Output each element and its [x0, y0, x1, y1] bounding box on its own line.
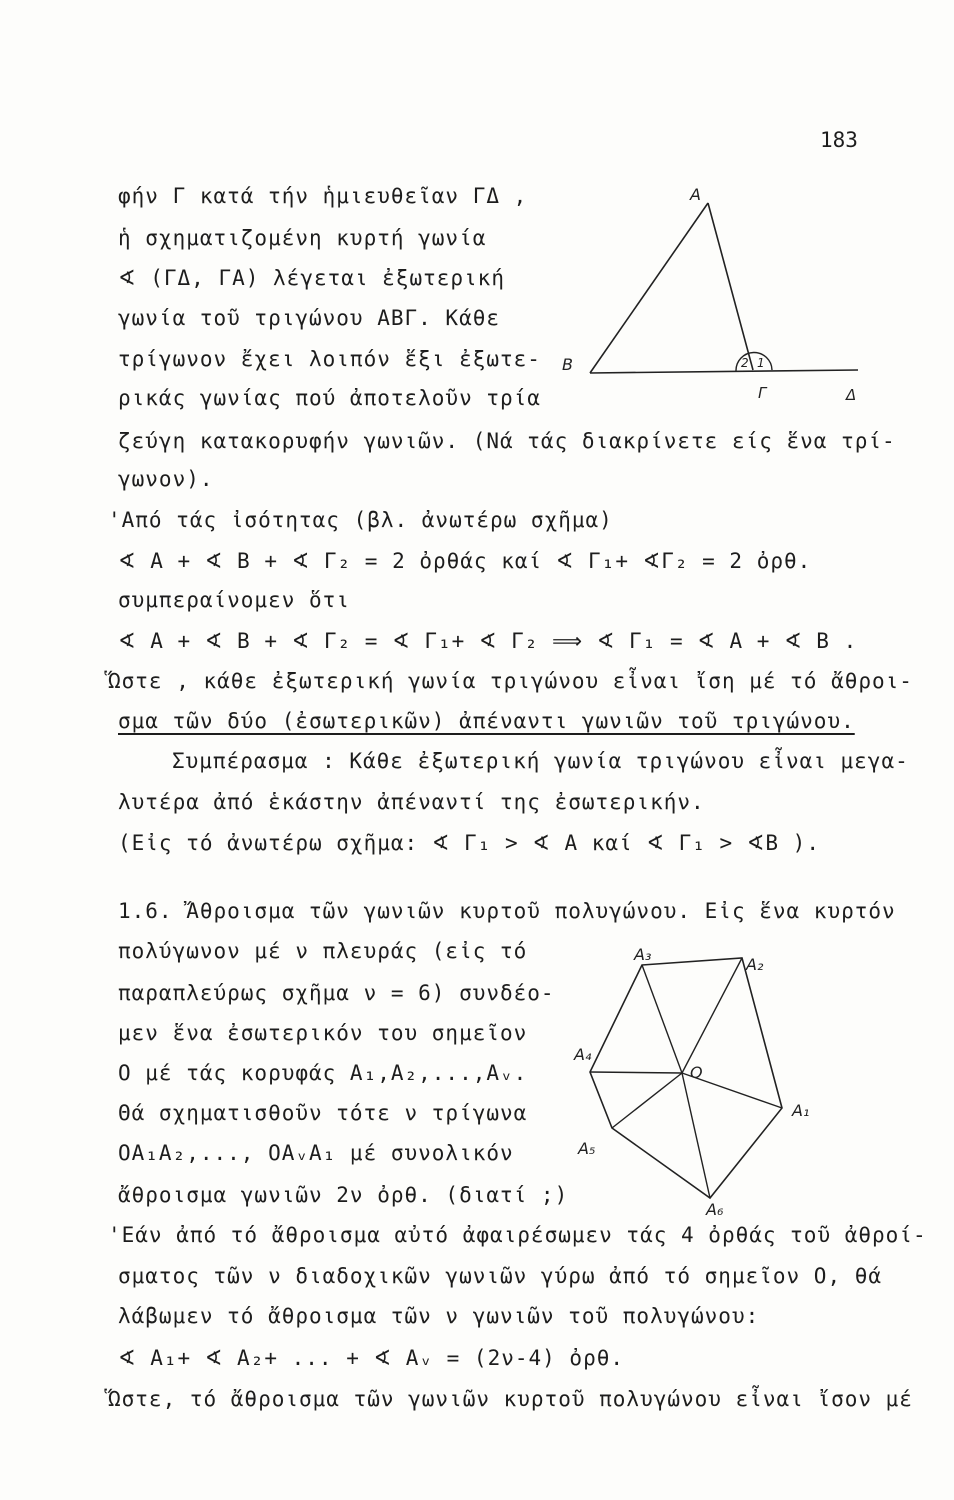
text-line: 'Εάν ἀπό τό ἄθροισμα αὐτό ἀφαιρέσωμεν τάς 4 ὀρθάς τοῦ ἀθροί-	[108, 1223, 927, 1247]
hexagon	[590, 958, 782, 1198]
text-line: Ο μέ τάς κορυφάς Α₁,Α₂,...,Αᵥ.	[118, 1061, 528, 1085]
text-line: ρικάς γωνίας πού ἀποτελοῦν τρία	[118, 386, 541, 410]
equation: ∢ Α + ∢ Β + ∢ Γ₂ = ∢ Γ₁+ ∢ Γ₂ ⟹ ∢ Γ₁ = ∢ Α + ∢ Β .	[118, 629, 858, 653]
label-B: Β	[562, 355, 573, 374]
text-line: παραπλεύρως σχῆμα ν = 6) συνδέο-	[118, 981, 555, 1005]
text-line: ΟΑ₁Α₂,..., ΟΑᵥΑ₁ μέ συνολικόν	[118, 1141, 514, 1165]
label-A2: Α₂	[746, 955, 764, 974]
text-line: γωνον).	[118, 467, 214, 491]
side-BA	[590, 203, 708, 373]
text-line: 'Από τάς ἰσότητας (βλ. ἀνωτέρω σχῆμα)	[108, 508, 613, 532]
label-A6: Α₆	[706, 1200, 724, 1219]
segment-OA3	[642, 965, 682, 1073]
label-A5: Α₅	[578, 1139, 596, 1158]
conclusion-line: Συμπέρασμα : Κάθε ἐξωτερική γωνία τριγώνου εἶναι μεγα-	[172, 749, 909, 773]
page-number: 183	[820, 128, 858, 152]
label-D: Δ	[846, 386, 857, 404]
text-line: Θά σχηματισθοῦν τότε ν τρίγωνα	[118, 1101, 528, 1125]
segment-OA5	[612, 1073, 682, 1128]
text-line: τρίγωνον ἔχει λοιπόν ἕξι ἐξωτε-	[118, 347, 541, 371]
text-line: ζεύγη κατακορυφήν γωνιῶν. (Νά τάς διακρίνετε είς ἕνα τρί-	[118, 429, 896, 453]
text-line: σματος τῶν ν διαδοχικῶν γωνιῶν γύρω ἀπό τό σημεῖον Ο, θά	[118, 1264, 883, 1288]
label-G: Γ	[758, 384, 767, 402]
triangle-figure	[560, 178, 870, 418]
text-line: συμπεραίνομεν ὅτι	[118, 588, 350, 612]
text-line: μεν ἕνα ἐσωτερικόν του σημεῖον	[118, 1021, 528, 1045]
text-line: Ὥστε , κάθε ἐξωτερική γωνία τριγώνου εἶναι ἴση μέ τό ἄθροι-	[108, 669, 913, 693]
equation: ∢ Α + ∢ Β + ∢ Γ₂ = 2 ὀρθάς καί ∢ Γ₁+ ∢Γ₂ = 2 ὀρθ.	[118, 549, 812, 573]
segment-OA2	[682, 958, 742, 1073]
label-A4: Α₄	[574, 1045, 592, 1064]
text-line: ἄθροισμα γωνιῶν 2ν ὀρθ. (διατί ;)	[118, 1183, 569, 1207]
text-line: λάβωμεν τό ἄθροισμα τῶν ν γωνιῶν τοῦ πολυγώνου:	[118, 1304, 760, 1328]
text-line: λυτέρα ἀπό ἑκάστην ἀπέναντί της ἐσωτερικήν.	[118, 790, 705, 814]
side-AG	[708, 203, 753, 370]
hexagon-figure	[570, 940, 830, 1230]
angle-label-2: 2	[741, 356, 749, 370]
text-line: ἡ σχηματιζομένη κυρτή γωνία	[118, 226, 487, 250]
segment-OA4	[590, 1072, 682, 1073]
equation: ∢ Α₁+ ∢ Α₂+ ... + ∢ Αᵥ = (2ν-4) ὀρθ.	[118, 1346, 625, 1370]
text-line: πολύγωνον μέ ν πλευράς (εἰς τό	[118, 939, 528, 963]
text-line: ∢ (ΓΔ, ΓΑ) λέγεται ἐξωτερική	[118, 266, 505, 290]
angle-label-1: 1	[757, 356, 765, 370]
label-O: Ο	[690, 1063, 703, 1082]
label-A1: Α₁	[792, 1101, 810, 1120]
text-line: (Εἰς τό ἀνωτέρω σχῆμα: ∢ Γ₁ > ∢ Α καί ∢ Γ₁ > ∢Β ).	[118, 831, 820, 855]
ray-BD	[590, 370, 858, 373]
text-line: Ὥστε, τό ἄθροισμα τῶν γωνιῶν κυρτοῦ πολυγώνου εἶναι ἴσον μέ	[108, 1387, 913, 1411]
label-A3: Α₃	[634, 945, 652, 964]
segment-OA6	[682, 1073, 710, 1198]
label-A: Α	[690, 185, 701, 204]
text-line: γωνία τοῦ τριγώνου ΑΒΓ. Κάθε	[118, 306, 501, 330]
section-heading: 1.6. Ἄθροισμα τῶν γωνιῶν κυρτοῦ πολυγώνου. Εἰς ἕνα κυρτόν	[118, 899, 896, 923]
text-line: φήν Γ κατά τήν ἡμιευθεῖαν ΓΔ ,	[118, 184, 528, 208]
text-line: σμα τῶν δύο (ἐσωτερικῶν) ἀπέναντι γωνιῶν τοῦ τριγώνου.	[118, 709, 855, 733]
